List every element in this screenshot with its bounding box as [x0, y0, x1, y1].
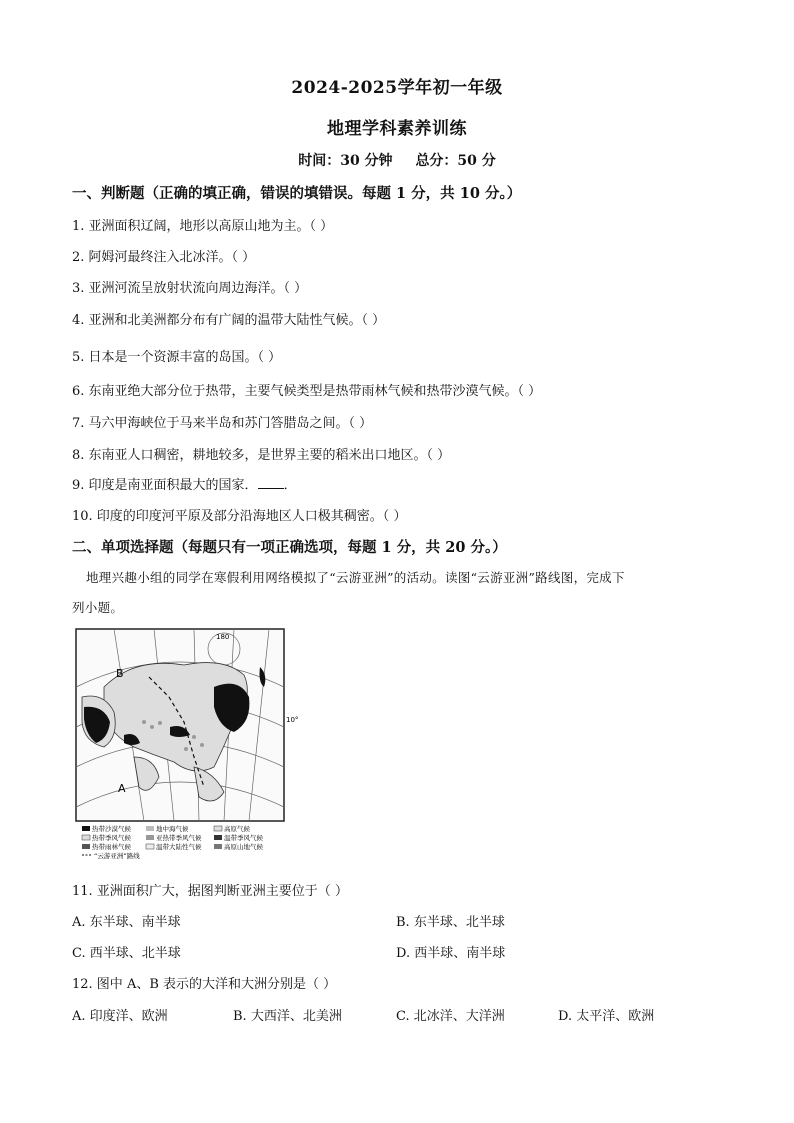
- question-5: 5. 日本是一个资源丰富的岛国。（ ）: [72, 350, 282, 365]
- question-2: 2. 阿姆河最终注入北冰洋。（ ）: [72, 250, 256, 265]
- q11-option-d[interactable]: D. 西半球、南半球: [396, 946, 506, 961]
- question-9-text: 9. 印度是南亚面积最大的国家: [72, 478, 245, 493]
- q11-option-c[interactable]: C. 西半球、北半球: [72, 946, 181, 961]
- q12-option-a[interactable]: A. 印度洋、欧洲: [72, 1009, 168, 1024]
- question-10: 10. 印度的印度河平原及部分沿海地区人口极其稠密。（ ）: [72, 509, 407, 524]
- svg-text:温带大陆性气候: 温带大陆性气候: [156, 843, 202, 851]
- section1-heading: 一、判断题（正确的填正确，错误的填错误。每题 1 分，共 10 分。）: [72, 185, 522, 202]
- q12-option-d[interactable]: D. 太平洋、欧洲: [558, 1009, 655, 1024]
- svg-text:热带季风气候: 热带季风气候: [92, 834, 131, 842]
- map-label-b: B: [116, 667, 124, 680]
- intro-line-1: 地理兴趣小组的同学在寒假利用网络模拟了“云游亚洲”的活动。读图“云游亚洲”路线图，完成下: [86, 570, 625, 585]
- exam-meta: [0, 150, 794, 170]
- map-legend: [82, 824, 264, 860]
- exam-time: 时间：30 分钟: [298, 153, 393, 169]
- svg-text:温带季风气候: 温带季风气候: [224, 834, 263, 842]
- q12-option-b[interactable]: B. 大西洋、北美洲: [233, 1009, 342, 1024]
- map-label-10deg: 10°: [286, 716, 299, 724]
- question-3: 3. 亚洲河流呈放射状流向周边海洋。（ ）: [72, 281, 308, 296]
- exam-subject: 地理学科素养训练: [327, 119, 467, 139]
- question-11: 11. 亚洲面积广大，据图判断亚洲主要位于（ ）: [72, 884, 348, 899]
- q11-option-a[interactable]: A. 东半球、南半球: [72, 915, 181, 930]
- asia-route-map: [74, 627, 299, 860]
- question-6: 6. 东南亚绝大部分位于热带，主要气候类型是热带雨林气候和热带沙漠气候。（ ）: [72, 384, 542, 399]
- q12-option-c[interactable]: C. 北冰洋、大洋洲: [396, 1009, 505, 1024]
- exam-score: 总分：50 分: [415, 153, 496, 169]
- q11-option-b[interactable]: B. 东半球、北半球: [396, 915, 505, 930]
- map-label-a: A: [118, 782, 126, 795]
- svg-text:热带沙漠气候: 热带沙漠气候: [92, 825, 131, 833]
- answer-blank: [258, 476, 284, 489]
- svg-text:高原山地气候: 高原山地气候: [224, 843, 263, 851]
- svg-text:“云游亚洲”路线: “云游亚洲”路线: [94, 852, 140, 860]
- svg-text:热带雨林气候: 热带雨林气候: [92, 843, 131, 851]
- exam-title: 2024-2025学年初一年级: [291, 78, 503, 98]
- svg-text:高原气候: 高原气候: [224, 825, 250, 833]
- question-9: 9. 印度是南亚面积最大的国家． ．: [72, 478, 297, 493]
- question-8: 8. 东南亚人口稠密，耕地较多，是世界主要的稻米出口地区。（ ）: [72, 448, 451, 463]
- section2-intro: [72, 563, 722, 623]
- svg-text:地中海气候: 地中海气候: [156, 825, 189, 833]
- question-4: 4. 亚洲和北美洲都分布有广阔的温带大陆性气候。（ ）: [72, 313, 386, 328]
- question-12: 12. 图中 A、B 表示的大洋和大洲分别是（ ）: [72, 977, 337, 992]
- svg-text:亚热带季风气候: 亚热带季风气候: [156, 834, 202, 842]
- map-label-180: 180: [216, 633, 230, 641]
- intro-line-2: 列小题。: [72, 600, 124, 615]
- map-figure: [74, 627, 299, 860]
- question-7: 7. 马六甲海峡位于马来半岛和苏门答腊岛之间。（ ）: [72, 416, 373, 431]
- question-1: 1. 亚洲面积辽阔，地形以高原山地为主。（ ）: [72, 219, 334, 234]
- section2-heading: 二、单项选择题（每题只有一项正确选项，每题 1 分，共 20 分。）: [72, 539, 507, 556]
